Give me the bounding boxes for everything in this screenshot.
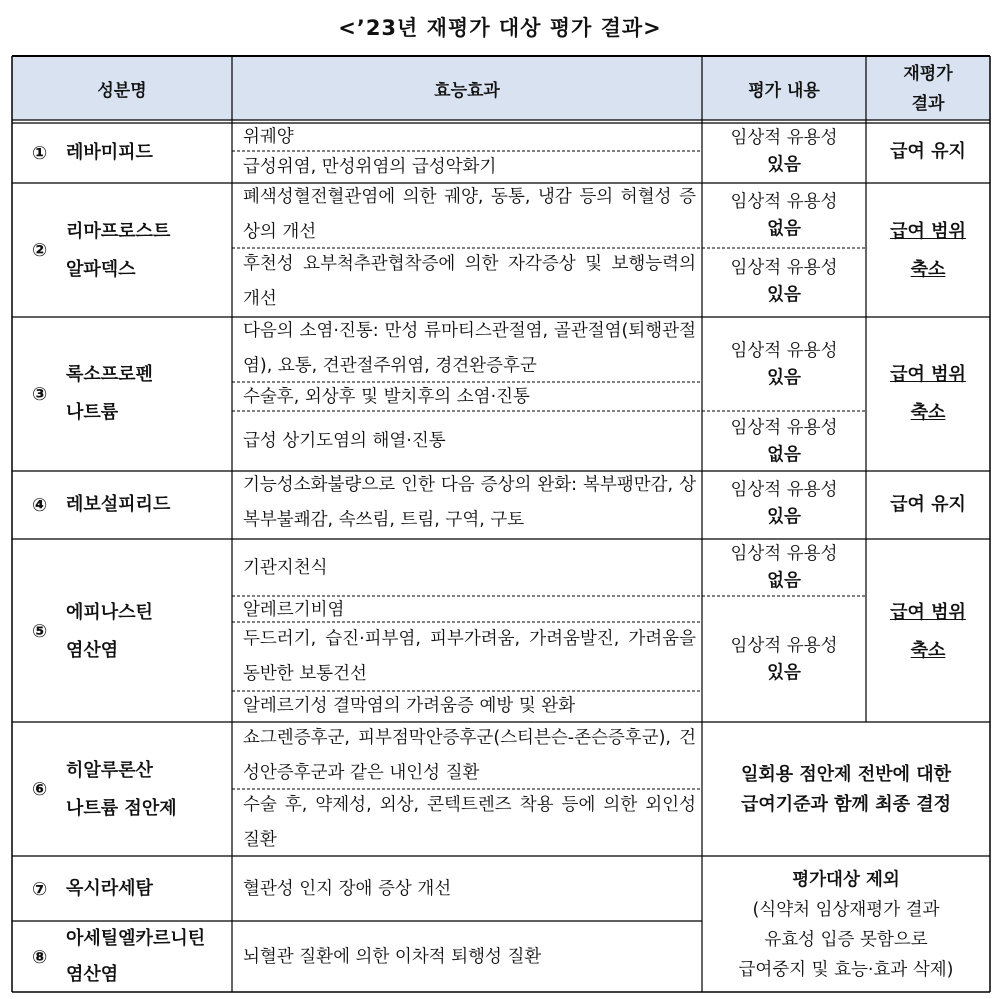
evaluation-verdict: 있음 — [767, 507, 801, 527]
header-evaluation: 평가 내용 — [702, 57, 866, 120]
evaluation-verdict: 없음 — [767, 219, 801, 239]
ingredient-name-cont: 염산염 — [66, 964, 119, 985]
row-number: ③ — [32, 383, 48, 405]
efficacy-item: 폐색성혈전혈관염에 의한 궤양, 동통, 냉감 등의 허혈성 증상의 개선 — [243, 187, 696, 242]
efficacy-item: 기능성소화불량으로 인한 다음 증상의 완화: 복부팽만감, 상복부불쾌감, 속쓰림, 트림, 구역, 구토 — [243, 475, 696, 530]
efficacy-item: 급성 상기도염의 해열·진통 — [243, 431, 446, 451]
result-text: 급여 범위 — [890, 220, 966, 242]
ingredient-name: 옥시라세탐 — [66, 878, 153, 899]
ingredient-name-cont: 알파덱스 — [66, 258, 136, 280]
ingredient-name: 히알루론산 — [66, 759, 153, 781]
efficacy-item: 혈관성 인지 장애 증상 개선 — [243, 878, 452, 899]
row-number: ⑥ — [32, 779, 48, 800]
ingredient-name: 리마프로스트 — [66, 220, 171, 242]
excluded-reason-cont: 유효성 입증 못함으로 — [764, 930, 928, 950]
evaluation-label: 임상적 유용성 — [730, 635, 838, 656]
ingredient-name-cont: 염산염 — [66, 639, 119, 661]
ingredient-name: 에피나스틴 — [66, 601, 153, 623]
evaluation-label: 임상적 유용성 — [730, 128, 838, 148]
efficacy-item: 급성위염, 만성위염의 급성악화기 — [243, 156, 497, 177]
evaluation-label: 임상적 유용성 — [730, 544, 838, 564]
ingredient-name: 레바미피드 — [66, 142, 153, 163]
efficacy-item: 쇼그렌증후군, 피부점막안증후군(스티븐슨-존슨증후군), 건성안증후군과 같은 내인성 질환 — [243, 728, 696, 783]
result-text: 급여 범위 — [890, 364, 966, 385]
efficacy-item: 두드러기, 습진·피부염, 피부가려움, 가려움발진, 가려움을 동반한 보통건선 — [243, 629, 696, 684]
efficacy-item: 다음의 소염·진통: 만성 류마티스관절염, 골관절염(퇴행관절염), 요통, 견관절주위염, 경견완증후군 — [243, 321, 696, 376]
efficacy-item: 기관지천식 — [243, 557, 328, 578]
header-result-line2: 결과 — [911, 93, 945, 114]
evaluation-label: 임상적 유용성 — [730, 417, 838, 438]
header-efficacy: 효능효과 — [232, 57, 702, 120]
evaluation-label: 임상적 유용성 — [730, 258, 838, 278]
efficacy-item: 알레르기성 결막염의 가려움증 예방 및 완화 — [243, 696, 576, 716]
ingredient-name-cont: 나트륨 점안제 — [66, 797, 177, 819]
efficacy-item: 뇌혈관 질환에 의한 이차적 퇴행성 질환 — [243, 946, 542, 967]
evaluation-label: 임상적 유용성 — [730, 480, 838, 500]
efficacy-item: 수술후, 외상후 및 발치후의 소염·진통 — [243, 386, 530, 407]
ingredient-name-cont: 나트륨 — [66, 402, 119, 423]
evaluation-verdict: 있음 — [767, 285, 801, 305]
row-number: ① — [32, 142, 48, 164]
efficacy-item: 알레르기비염 — [243, 599, 345, 620]
evaluation-verdict: 없음 — [767, 444, 801, 465]
efficacy-item: 후천성 요부척추관협착증에 의한 자각증상 및 보행능력의 개선 — [243, 254, 696, 309]
efficacy-item: 위궤양 — [243, 126, 294, 147]
result-text: 급여 범위 — [890, 601, 966, 623]
row-number: ⑦ — [32, 878, 48, 900]
result-text: 급여 유지 — [890, 494, 966, 515]
result-text-cont: 축소 — [910, 402, 946, 423]
header-ingredient: 성분명 — [12, 57, 232, 120]
efficacy-item: 수술 후, 약제성, 외상, 콘텍트렌즈 착용 등에 의한 외인성 질환 — [243, 795, 696, 850]
excluded-title: 평가대상 제외 — [792, 870, 900, 890]
excluded-reason: (식약처 임상재평가 결과 — [752, 900, 940, 920]
ingredient-name: 아세틸엘카르니틴 — [66, 928, 206, 949]
row-number: ② — [32, 240, 48, 261]
evaluation-verdict: 있음 — [767, 368, 801, 388]
evaluation-label: 임상적 유용성 — [730, 341, 838, 361]
table-title: <’23년 재평가 대상 평가 결과> — [338, 16, 662, 40]
row-number: ④ — [32, 494, 48, 516]
ingredient-name: 록소프로펜 — [66, 364, 153, 385]
result-text-cont: 축소 — [910, 258, 946, 280]
ingredient-name: 레보설피리드 — [66, 494, 171, 515]
decision-line: 일회용 점안제 전반에 대한 — [740, 763, 952, 785]
decision-line-cont: 급여기준과 함께 최종 결정 — [740, 793, 952, 815]
evaluation-verdict: 있음 — [767, 662, 801, 683]
result-text-cont: 축소 — [910, 639, 946, 661]
evaluation-verdict: 없음 — [767, 571, 801, 591]
evaluation-label: 임상적 유용성 — [730, 192, 838, 212]
header-result-line1: 재평가 — [903, 63, 953, 84]
excluded-reason-end: 급여중지 및 효능·효과 삭제) — [738, 960, 954, 980]
evaluation-verdict: 있음 — [767, 155, 801, 175]
row-number: ⑤ — [32, 621, 48, 642]
row-number: ⑧ — [32, 946, 48, 968]
result-text: 급여 유지 — [890, 141, 966, 162]
